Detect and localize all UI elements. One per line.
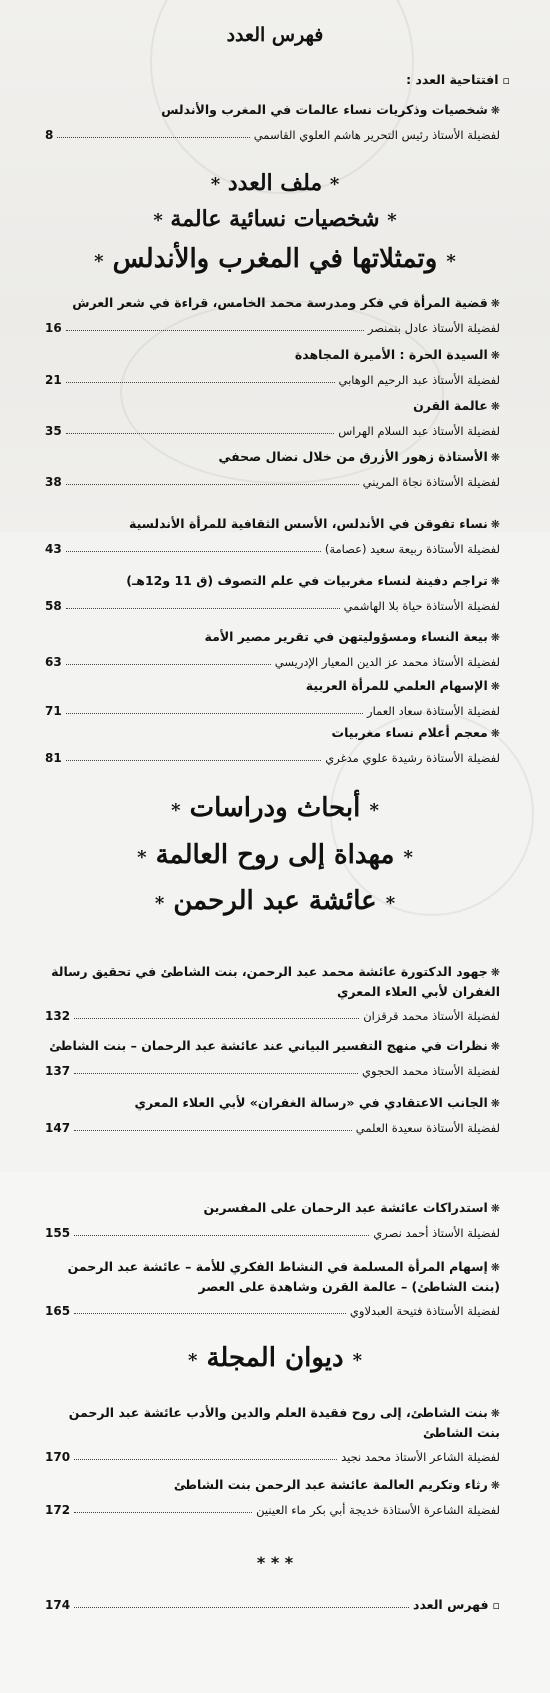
flower-bullet-icon: ❋ bbox=[490, 1407, 500, 1420]
section3-heading: * ديوان المجلة * bbox=[187, 1343, 363, 1373]
entry-author: لفضيلة الأستاذ محمد عز الدين المعيار الإدريسي bbox=[274, 655, 500, 669]
entry-title: السيدة الحرة : الأميرة المجاهدة bbox=[294, 347, 488, 362]
page-title: فهرس العدد bbox=[226, 24, 324, 46]
flower-bullet-icon: ❋ bbox=[490, 1479, 500, 1492]
entry-title: تراجم دفينة لنساء مغربيات في علم التصوف (ق 11 و12هـ) bbox=[126, 573, 488, 588]
entry-page: 63 bbox=[45, 655, 62, 669]
entry-author: لفضيلة الأستاذ محمد الحجوي bbox=[362, 1064, 500, 1078]
index-entry bbox=[45, 1597, 500, 1612]
toc-entry bbox=[45, 1198, 500, 1240]
entry-page: 71 bbox=[45, 704, 62, 718]
entry-page: 147 bbox=[45, 1121, 71, 1135]
leader-dots bbox=[66, 484, 359, 485]
leader-dots bbox=[57, 137, 249, 138]
toc-entry bbox=[45, 345, 500, 387]
flower-bullet-icon: ❋ bbox=[490, 1040, 500, 1053]
flower-bullet-icon: ❋ bbox=[490, 1097, 500, 1110]
entry-page: 81 bbox=[45, 751, 62, 765]
leader-dots bbox=[66, 551, 321, 552]
entry-title: الإسهام العلمي للمرأة العربية bbox=[305, 678, 488, 693]
entry-title: رثاء وتكريم العالمة عائشة عبد الرحمن بنت الشاطئ bbox=[173, 1477, 488, 1492]
flower-bullet-icon: ❋ bbox=[490, 400, 500, 413]
entry-author: لفضيلة الشاعرة الأستاذة خديجة أبي بكر ماء العينين bbox=[256, 1503, 500, 1517]
opening-entry bbox=[45, 100, 500, 142]
entry-author: لفضيلة الأستاذة رشيدة علوي مدغري bbox=[325, 751, 500, 765]
opening-label-row bbox=[406, 72, 510, 87]
entry-page: 21 bbox=[45, 373, 62, 387]
flower-bullet-icon: ❋ bbox=[490, 349, 500, 362]
section2-heading-line1: * أبحاث ودراسات * bbox=[171, 793, 379, 823]
entry-author: لفضيلة الأستاذ أحمد نصري bbox=[373, 1226, 500, 1240]
section1-heading-line2: * شخصيات نسائية عالمة * bbox=[153, 206, 397, 232]
flower-bullet-icon: ❋ bbox=[490, 297, 500, 310]
entry-page: 58 bbox=[45, 599, 62, 613]
flower-bullet-icon: ❋ bbox=[490, 518, 500, 531]
toc-entry bbox=[45, 293, 500, 335]
entry-title: بيعة النساء ومسؤوليتهن في تقرير مصير الأمة bbox=[204, 629, 488, 644]
index-page: 174 bbox=[45, 1598, 71, 1612]
entry-title: استدراكات عائشة عبد الرحمان على المفسرين bbox=[203, 1200, 488, 1215]
entry-author: لفضيلة الأستاذة فتيحة العبدلاوي bbox=[349, 1304, 500, 1318]
entry-title: شخصيات وذكريات نساء عالمات في المغرب والأندلس bbox=[161, 102, 488, 117]
flower-bullet-icon: ❋ bbox=[490, 104, 500, 117]
square-bullet-icon: ▫ bbox=[502, 74, 510, 87]
leader-dots bbox=[74, 1018, 359, 1019]
entry-page: 132 bbox=[45, 1009, 71, 1023]
entry-author: لفضيلة الأستاذ عبد الرحيم الوهابي bbox=[338, 373, 500, 387]
entry-author: لفضيلة الأستاذ محمد قرقزان bbox=[363, 1009, 500, 1023]
entry-title: معجم أعلام نساء مغربيات bbox=[331, 725, 488, 740]
entry-page: 170 bbox=[45, 1450, 71, 1464]
entry-title: جهود الدكتورة عائشة محمد عبد الرحمن، بنت الشاطئ في تحقيق رسالة الغفران لأبي العلاء المعري bbox=[51, 964, 500, 999]
toc-entry bbox=[45, 1036, 500, 1078]
toc-entry bbox=[45, 1257, 500, 1318]
toc-entry bbox=[45, 1475, 500, 1517]
entry-author: لفضيلة الأستاذة نجاة المريني bbox=[362, 475, 500, 489]
entry-author: لفضيلة الأستاذ رئيس التحرير هاشم العلوي القاسمي bbox=[253, 128, 500, 142]
entry-title: قضية المرأة في فكر ومدرسة محمد الخامس، قراءة في شعر العرش bbox=[72, 295, 488, 310]
entry-author: لفضيلة الأستاذة سعاد العمار bbox=[367, 704, 500, 718]
entry-page: 43 bbox=[45, 542, 62, 556]
leader-dots bbox=[74, 1235, 369, 1236]
section2-heading-line2: * مهداة إلى روح العالمة * bbox=[137, 840, 413, 870]
entry-title: نظرات في منهج التفسير البياني عند عائشة عبد الرحمان – بنت الشاطئ bbox=[49, 1038, 488, 1053]
entry-page: 8 bbox=[45, 128, 54, 142]
separator-stars: * * * bbox=[256, 1553, 294, 1572]
entry-page: 35 bbox=[45, 424, 62, 438]
entry-author: لفضيلة الأستاذ عادل بنمنصر bbox=[367, 321, 500, 335]
entry-page: 16 bbox=[45, 321, 62, 335]
entry-title: إسهام المرأة المسلمة في النشاط الفكري للأمة – عائشة عبد الرحمن (بنت الشاطئ) – عالمة القرن وشاهدة على العصر bbox=[67, 1259, 500, 1294]
section2-heading-line3: * عائشة عبد الرحمن * bbox=[154, 886, 396, 916]
entry-title: نساء تفوقن في الأندلس، الأسس الثقافية للمرأة الأندلسية bbox=[128, 516, 488, 531]
toc-entry bbox=[45, 571, 500, 613]
entry-author: لفضيلة الأستاذة حياة بلا الهاشمي bbox=[343, 599, 500, 613]
opening-label: افتتاحية العدد : bbox=[406, 72, 499, 87]
section1-heading-line1: * ملف العدد * bbox=[210, 170, 340, 196]
leader-dots bbox=[66, 382, 335, 383]
entry-author: لفضيلة الأستاذة سعيدة العلمي bbox=[355, 1121, 500, 1135]
toc-entry bbox=[45, 627, 500, 669]
leader-dots bbox=[74, 1313, 346, 1314]
toc-entry bbox=[45, 514, 500, 556]
leader-dots bbox=[66, 608, 340, 609]
entry-author: لفضيلة الأستاذة ربيعة سعيد (عصامة) bbox=[324, 542, 500, 556]
leader-dots bbox=[74, 1130, 352, 1131]
toc-entry bbox=[45, 723, 500, 765]
entry-title: الأستاذة زهور الأزرق من خلال نضال صحفي bbox=[218, 449, 488, 464]
toc-entry bbox=[45, 962, 500, 1023]
flower-bullet-icon: ❋ bbox=[490, 451, 500, 464]
toc-entry bbox=[45, 1093, 500, 1135]
entry-title: الجانب الاعتقادي في «رسالة الغفران» لأبي العلاء المعري bbox=[134, 1095, 488, 1110]
entry-author: لفضيلة الأستاذ عبد السلام الهراس bbox=[338, 424, 500, 438]
entry-page: 155 bbox=[45, 1226, 71, 1240]
toc-entry bbox=[45, 396, 500, 438]
entry-author: لفضيلة الشاعر الأستاذ محمد نجيد bbox=[341, 1450, 500, 1464]
index-label: فهرس العدد bbox=[413, 1597, 489, 1612]
leader-dots bbox=[74, 1607, 409, 1608]
flower-bullet-icon: ❋ bbox=[490, 575, 500, 588]
toc-entry bbox=[45, 1403, 500, 1464]
entry-page: 38 bbox=[45, 475, 62, 489]
square-bullet-icon: ▫ bbox=[492, 1599, 500, 1612]
leader-dots bbox=[66, 713, 363, 714]
flower-bullet-icon: ❋ bbox=[490, 1202, 500, 1215]
leader-dots bbox=[66, 664, 271, 665]
toc-entry bbox=[45, 447, 500, 489]
leader-dots bbox=[74, 1459, 337, 1460]
flower-bullet-icon: ❋ bbox=[490, 966, 500, 979]
entry-title: عالمة القرن bbox=[413, 398, 488, 413]
section1-heading-line3: * وتمثلاتها في المغرب والأندلس * bbox=[94, 244, 456, 274]
entry-title: بنت الشاطئ، إلى روح فقيدة العلم والدين والأدب عائشة عبد الرحمن بنت الشاطئ bbox=[68, 1405, 500, 1440]
leader-dots bbox=[66, 330, 364, 331]
flower-bullet-icon: ❋ bbox=[490, 631, 500, 644]
flower-bullet-icon: ❋ bbox=[490, 727, 500, 740]
entry-page: 137 bbox=[45, 1064, 71, 1078]
leader-dots bbox=[66, 433, 335, 434]
flower-bullet-icon: ❋ bbox=[490, 1261, 500, 1274]
leader-dots bbox=[74, 1073, 358, 1074]
leader-dots bbox=[74, 1512, 252, 1513]
entry-page: 172 bbox=[45, 1503, 71, 1517]
entry-page: 165 bbox=[45, 1304, 71, 1318]
flower-bullet-icon: ❋ bbox=[490, 680, 500, 693]
toc-entry bbox=[45, 676, 500, 718]
leader-dots bbox=[66, 760, 322, 761]
